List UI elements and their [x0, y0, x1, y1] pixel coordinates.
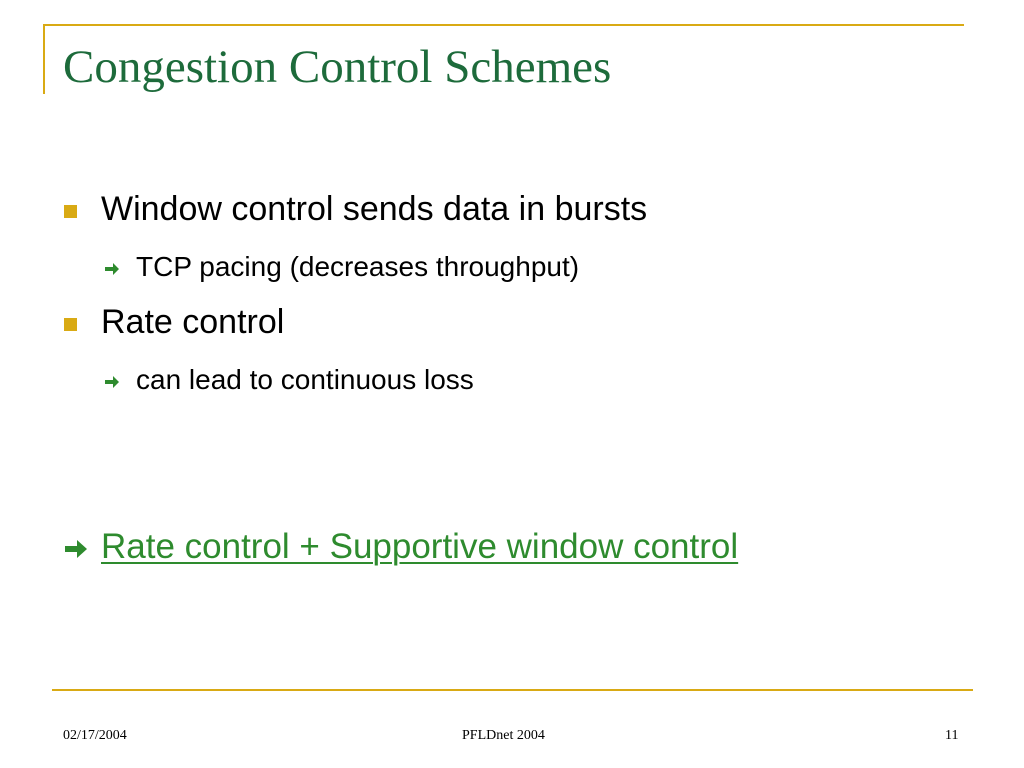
conclusion-link[interactable]: Rate control + Supportive window control: [101, 527, 739, 566]
footer-date: 02/17/2004: [63, 728, 127, 743]
bullet-text: Rate control: [101, 303, 285, 341]
footer-event: PFLDnet 2004: [462, 728, 545, 743]
sub-bullet-text: TCP pacing (decreases throughput): [136, 251, 580, 282]
sub-bullet-item-1: [104, 251, 579, 283]
page-number: 11: [945, 728, 959, 743]
footer-rule: [52, 689, 973, 691]
bullet-item-2: [64, 303, 284, 342]
arrow-right-icon: [64, 539, 88, 559]
bullet-text: Window control sends data in bursts: [101, 190, 648, 228]
square-bullet-icon: [64, 205, 77, 218]
arrow-right-icon: [104, 262, 120, 276]
sub-bullet-item-2: [104, 364, 474, 396]
arrow-right-icon: [104, 375, 120, 389]
slide-title: Congestion Control Schemes: [63, 41, 612, 93]
sub-bullet-text: can lead to continuous loss: [136, 364, 474, 395]
square-bullet-icon: [64, 318, 77, 331]
conclusion-item: [64, 527, 738, 567]
bullet-item-1: [64, 190, 647, 229]
